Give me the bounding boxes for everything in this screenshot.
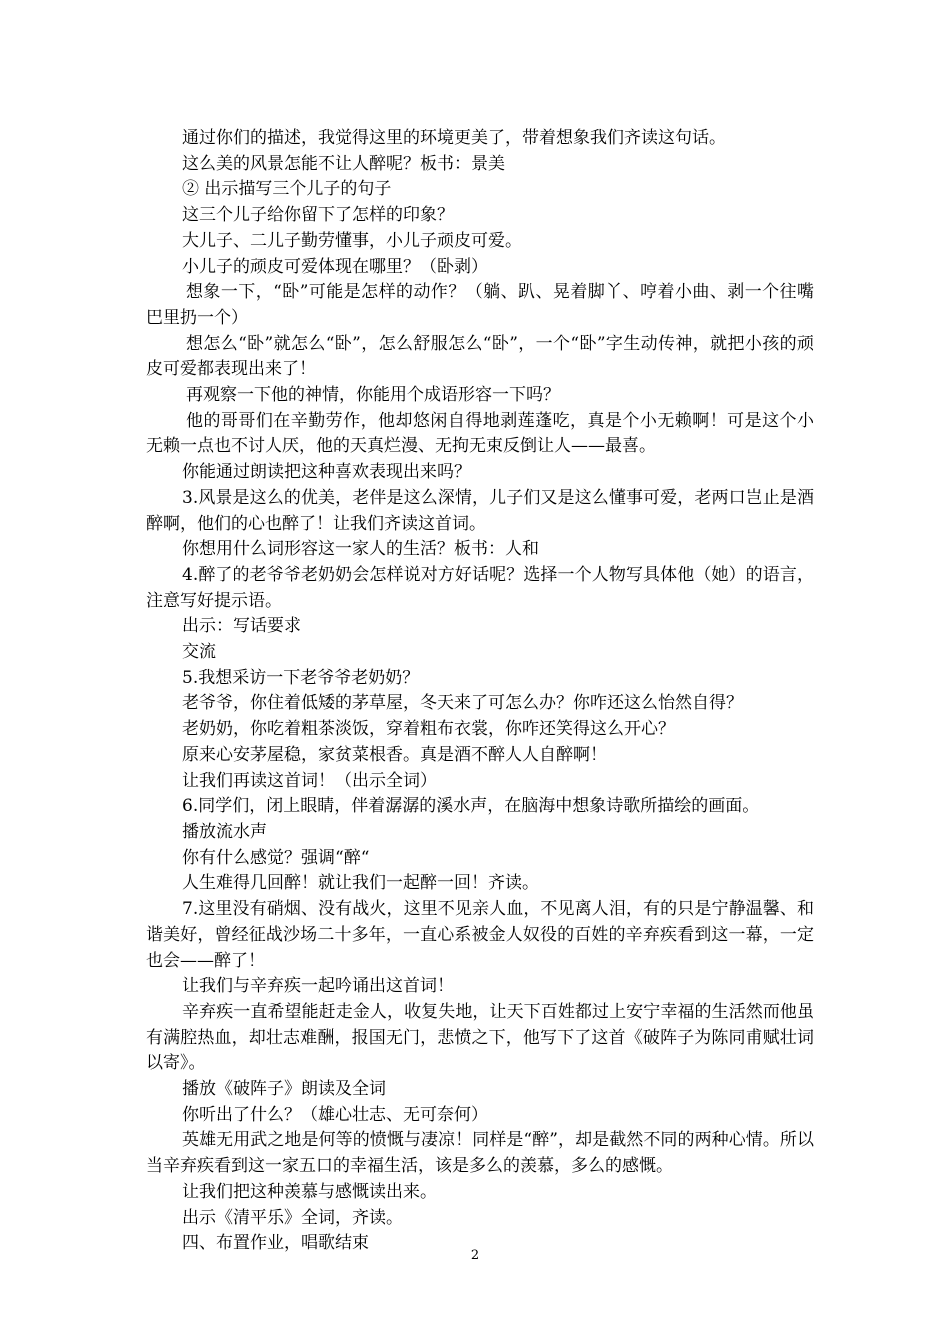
paragraph: 这三个儿子给你留下了怎样的印象？: [182, 205, 454, 226]
paragraph: 老奶奶，你吃着粗茶淡饭，穿着粗布衣裳，你咋还笑得这么开心？: [182, 719, 675, 740]
paragraph: 英雄无用武之地是何等的愤慨与凄凉！同样是“醉”，却是截然不同的两种心情。所以当辛弃疾看到这一家五口的幸福生活，该是多么的羡慕，多么的感慨。: [146, 1130, 814, 1177]
paragraph: 让我们再读这首词！（出示全词）: [182, 770, 437, 791]
paragraph: 小儿子的顽皮可爱体现在哪里？（卧剥）: [182, 256, 488, 277]
paragraph: 出示：写话要求: [182, 616, 301, 637]
paragraph: 他的哥哥们在辛勤劳作，他却悠闲自得地剥莲蓬吃，真是个小无赖啊！可是这个小无赖一点也不讨人厌，他的天真烂漫、无拘无束反倒让人——最喜。: [146, 410, 814, 457]
paragraph: 交流: [182, 642, 216, 663]
paragraph: 想怎么“卧”就怎么“卧”，怎么舒服怎么“卧”，一个“卧”字生动传神，就把小孩的顽皮可爱都表现出来了！: [146, 333, 814, 380]
paragraph: 再观察一下他的神情，你能用个成语形容一下吗？: [186, 385, 560, 406]
page-number: 2: [470, 1248, 480, 1263]
paragraph: ② 出示描写三个儿子的句子: [182, 179, 392, 200]
paragraph: 你想用什么词形容这一家人的生活？板书：人和: [182, 539, 539, 560]
paragraph: 让我们与辛弃疾一起吟诵出这首词！: [182, 976, 454, 997]
paragraph: 老爷爷，你住着低矮的茅草屋，冬天来了可怎么办？你咋还这么怡然自得？: [182, 693, 743, 714]
paragraph: 想象一下，“卧”可能是怎样的动作？（躺、趴、晃着脚丫、哼着小曲、剥一个往嘴巴里扔一个）: [146, 282, 814, 328]
paragraph: 7.这里没有硝烟、没有战火，这里不见亲人血，不见离人泪，有的只是宁静温馨、和谐美好，曾经征战沙场二十多年，一直心系被金人奴役的百姓的辛弃疾看到这一幕，一定也会——醉了！: [146, 899, 814, 971]
paragraph: 让我们把这种羡慕与感慨读出来。: [182, 1181, 437, 1202]
paragraph: 这么美的风景怎能不让人醉呢？板书：景美: [182, 153, 505, 174]
paragraph: 你有什么感觉？强调“醉“: [182, 847, 370, 868]
paragraph: 播放《破阵子》朗读及全词: [182, 1079, 386, 1100]
paragraph: 通过你们的描述，我觉得这里的环境更美了，带着想象我们齐读这句话。: [182, 128, 726, 148]
body-text: [146, 126, 814, 1257]
paragraph: 四、布置作业，唱歌结束: [182, 1233, 369, 1254]
paragraph: 人生难得几回醉！就让我们一起醉一回！齐读。: [182, 873, 539, 894]
paragraph: 原来心安茅屋稳，家贫菜根香。真是酒不醉人人自醉啊！: [182, 744, 607, 765]
paragraph: 辛弃疾一直希望能赶走金人，收复失地，让天下百姓都过上安宁幸福的生活然而他虽有满腔热血，却壮志难酬，报国无门，悲愤之下，他写下了这首《破阵子为陈同甫赋壮词以寄》。: [146, 1001, 814, 1074]
paragraph: 3.风景是这么的优美，老伴是这么深情，儿子们又是这么懂事可爱，老两口岂止是酒醉啊，他们的心也醉了！让我们齐读这首词。: [146, 487, 814, 534]
paragraph: 4.醉了的老爷爷老奶奶会怎样说对方好话呢？选择一个人物写具体他（她）的语言，注意写好提示语。: [146, 564, 814, 611]
paragraph: 播放流水声: [182, 821, 267, 842]
paragraph: 5.我想采访一下老爷爷老奶奶？: [182, 667, 420, 688]
paragraph: 你听出了什么？（雄心壮志、无可奈何）: [182, 1104, 488, 1125]
paragraph: 6.同学们，闭上眼睛，伴着潺潺的溪水声，在脑海中想象诗歌所描绘的画面。: [182, 796, 760, 817]
paragraph: 大儿子、二儿子勤劳懂事，小儿子顽皮可爱。: [182, 230, 522, 251]
paragraph: 你能通过朗读把这种喜欢表现出来吗？: [182, 462, 471, 483]
paragraph: 出示《清平乐》全词，齐读。: [182, 1207, 403, 1228]
